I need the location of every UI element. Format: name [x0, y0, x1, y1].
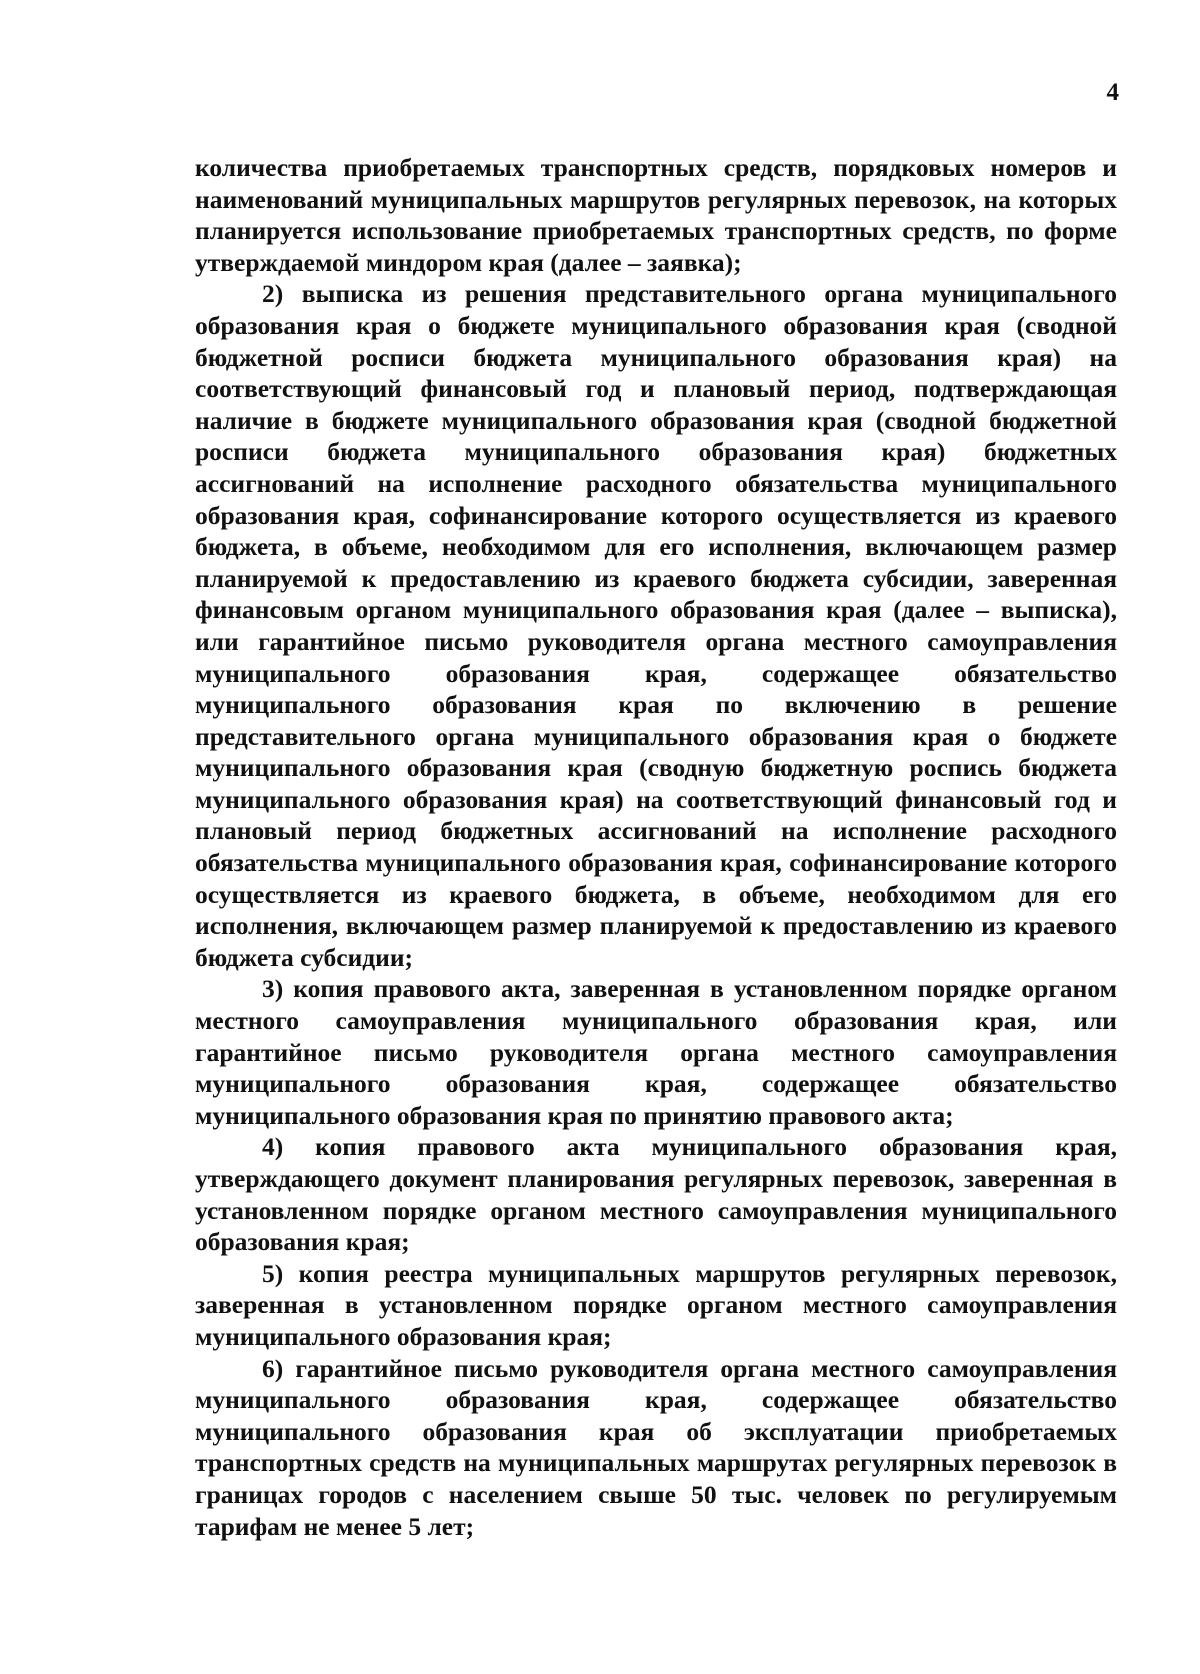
paragraph-item-2: 2) выписка из решения представительного органа муниципального образования края о бюджете муниципального образования края (сводной бюджетной росписи бюджета муниципального образования края) на соответствующий финансовый год и плановый период, подтверждающая наличие в бюджете муниципального образования края (сводной бюджетной росписи бюджета муниципального образования края) бюджетных ассигнований на исполнение расходного обязательства муниципального образования края, софинансирование которого осуществляется из краевого бюджета, в объеме, необходимом для его исполнения, включающем размер планируемой к предоставлению из краевого бюджета субсидии, заверенная финансовым органом муниципального образования края (далее – выписка), или гарантийное письмо руководителя органа местного самоуправления муниципального образования края, содержащее обязательство муниципального образования края по включению в решение представительного органа муниципального образования края о бюджете муниципального образования края (сводную бюджетную роспись бюджета муниципального образования края) на соответствующий финансовый год и плановый период бюджетных ассигнований на исполнение расходного обязательства муниципального образования края, софинансирование которого осуществляется из краевого бюджета, в объеме, необходимом для его исполнения, включающем размер планируемой к предоставлению из краевого бюджета субсидии; [195, 279, 1117, 972]
document-body [195, 152, 1117, 1542]
paragraph-continuation: количества приобретаемых транспортных средств, порядковых номеров и наименований муниципальных маршрутов регулярных перевозок, на которых планируется использование приобретаемых транспортных средств, по форме утверждаемой миндором края (далее – заявка); [195, 153, 1117, 277]
paragraph-item-3: 3) копия правового акта, заверенная в установленном порядке органом местного самоуправления муниципального образования края, или гарантийное письмо руководителя органа местного самоуправления муниципального образования края, содержащее обязательство муниципального образования края по принятию правового акта; [195, 974, 1117, 1130]
paragraph-item-5: 5) копия реестра муниципальных маршрутов регулярных перевозок, заверенная в установленном порядке органом местного самоуправления муниципального образования края; [195, 1258, 1117, 1351]
page-number: 4 [1106, 79, 1119, 106]
paragraph-item-6: 6) гарантийное письмо руководителя органа местного самоуправления муниципального образования края, содержащее обязательство муниципального образования края об эксплуатации приобретаемых транспортных средств на муниципальных маршрутах регулярных перевозок в границах городов с населением свыше 50 тыс. человек по регулируемым тарифам не менее 5 лет; [195, 1353, 1117, 1541]
paragraph-item-4: 4) копия правового акта муниципального образования края, утверждающего документ планирования регулярных перевозок, заверенная в установленном порядке органом местного самоуправления муниципального образования края; [195, 1132, 1117, 1257]
